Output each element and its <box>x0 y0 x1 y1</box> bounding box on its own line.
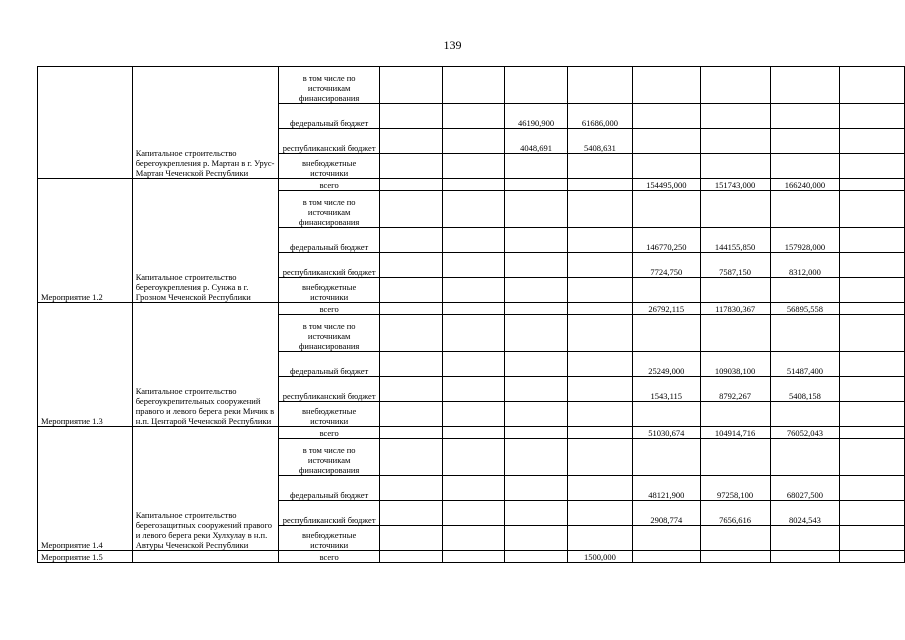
value-cell <box>632 278 700 303</box>
funding-source-cell: внебюджетные источники <box>279 526 380 551</box>
value-cell <box>380 315 443 352</box>
value-cell: 4048,691 <box>505 129 568 154</box>
value-cell <box>770 551 840 563</box>
value-cell: 5408,631 <box>568 129 633 154</box>
table-row <box>38 303 905 315</box>
value-cell <box>505 439 568 476</box>
value-cell: 151743,000 <box>700 179 770 191</box>
value-cell <box>380 253 443 278</box>
value-cell <box>380 377 443 402</box>
budget-table <box>37 66 905 563</box>
value-cell <box>840 315 905 352</box>
value-cell <box>505 253 568 278</box>
value-cell <box>380 439 443 476</box>
value-cell <box>632 129 700 154</box>
value-cell <box>442 67 505 104</box>
funding-source-cell: федеральный бюджет <box>279 476 380 501</box>
value-cell <box>770 191 840 228</box>
value-cell <box>770 278 840 303</box>
value-cell <box>442 315 505 352</box>
value-cell <box>380 129 443 154</box>
value-cell <box>505 427 568 439</box>
table-row <box>38 179 905 191</box>
value-cell <box>442 129 505 154</box>
value-cell <box>442 154 505 179</box>
object-cell: Капитальное строительство берегоукрепительных сооружений правого и левого берега реки Мичик в н.п. Центарой Чеченской Республики <box>132 303 279 427</box>
value-cell <box>840 402 905 427</box>
value-cell <box>632 402 700 427</box>
value-cell <box>568 228 633 253</box>
value-cell <box>840 303 905 315</box>
value-cell <box>840 67 905 104</box>
measure-cell: Мероприятие 1.2 <box>38 179 133 303</box>
value-cell <box>442 476 505 501</box>
value-cell <box>770 154 840 179</box>
value-cell: 76052,043 <box>770 427 840 439</box>
value-cell: 25249,000 <box>632 352 700 377</box>
value-cell: 8024,543 <box>770 501 840 526</box>
value-cell <box>380 179 443 191</box>
value-cell <box>442 402 505 427</box>
value-cell: 1500,000 <box>568 551 633 563</box>
value-cell: 154495,000 <box>632 179 700 191</box>
value-cell <box>505 501 568 526</box>
value-cell <box>770 402 840 427</box>
value-cell: 5408,158 <box>770 377 840 402</box>
value-cell <box>840 352 905 377</box>
value-cell: 117830,367 <box>700 303 770 315</box>
value-cell <box>505 352 568 377</box>
value-cell <box>380 476 443 501</box>
value-cell <box>442 526 505 551</box>
value-cell: 2908,774 <box>632 501 700 526</box>
value-cell <box>568 352 633 377</box>
object-cell <box>132 551 279 563</box>
value-cell <box>380 104 443 129</box>
value-cell <box>505 67 568 104</box>
value-cell <box>770 67 840 104</box>
value-cell <box>568 315 633 352</box>
value-cell <box>380 402 443 427</box>
value-cell: 46190,900 <box>505 104 568 129</box>
value-cell <box>700 278 770 303</box>
value-cell <box>568 191 633 228</box>
funding-source-cell: внебюджетные источники <box>279 154 380 179</box>
value-cell <box>632 191 700 228</box>
value-cell <box>505 154 568 179</box>
measure-cell: Мероприятие 1.5 <box>38 551 133 563</box>
value-cell <box>700 129 770 154</box>
value-cell <box>505 551 568 563</box>
funding-source-cell: федеральный бюджет <box>279 104 380 129</box>
value-cell <box>442 352 505 377</box>
value-cell: 7587,150 <box>700 253 770 278</box>
value-cell <box>568 402 633 427</box>
value-cell <box>632 67 700 104</box>
value-cell <box>442 228 505 253</box>
value-cell <box>700 67 770 104</box>
value-cell <box>505 179 568 191</box>
value-cell <box>568 526 633 551</box>
value-cell <box>442 501 505 526</box>
value-cell <box>770 526 840 551</box>
value-cell <box>568 439 633 476</box>
value-cell <box>380 228 443 253</box>
value-cell <box>442 551 505 563</box>
value-cell: 7724,750 <box>632 253 700 278</box>
funding-source-cell: федеральный бюджет <box>279 352 380 377</box>
value-cell <box>840 179 905 191</box>
funding-source-cell: республиканский бюджет <box>279 501 380 526</box>
value-cell: 109038,100 <box>700 352 770 377</box>
value-cell: 97258,100 <box>700 476 770 501</box>
object-cell: Капитальное строительство берегозащитных сооружений правого и левого берега реки Хулхулау в н.п. Автуры Чеченской Республики <box>132 427 279 551</box>
value-cell <box>568 501 633 526</box>
value-cell <box>770 104 840 129</box>
value-cell: 61686,000 <box>568 104 633 129</box>
value-cell: 51030,674 <box>632 427 700 439</box>
table-body <box>38 67 905 563</box>
value-cell <box>840 551 905 563</box>
value-cell <box>568 278 633 303</box>
value-cell <box>632 551 700 563</box>
value-cell <box>505 377 568 402</box>
measure-cell: Мероприятие 1.4 <box>38 427 133 551</box>
value-cell: 157928,000 <box>770 228 840 253</box>
value-cell <box>505 526 568 551</box>
value-cell: 8792,267 <box>700 377 770 402</box>
value-cell <box>442 253 505 278</box>
value-cell <box>700 551 770 563</box>
value-cell <box>840 154 905 179</box>
value-cell <box>840 191 905 228</box>
value-cell: 26792,115 <box>632 303 700 315</box>
table-row <box>38 427 905 439</box>
value-cell <box>568 377 633 402</box>
value-cell <box>632 154 700 179</box>
value-cell: 51487,400 <box>770 352 840 377</box>
value-cell <box>505 191 568 228</box>
value-cell <box>840 253 905 278</box>
value-cell <box>770 129 840 154</box>
funding-source-cell: всего <box>279 179 380 191</box>
value-cell <box>505 476 568 501</box>
page-number: 139 <box>443 38 462 52</box>
value-cell: 144155,850 <box>700 228 770 253</box>
value-cell: 68027,500 <box>770 476 840 501</box>
table-row <box>38 551 905 563</box>
funding-source-cell: в том числе по источникам финансирования <box>279 67 380 104</box>
value-cell <box>442 303 505 315</box>
value-cell <box>568 427 633 439</box>
funding-source-cell: федеральный бюджет <box>279 228 380 253</box>
funding-source-cell: республиканский бюджет <box>279 253 380 278</box>
value-cell <box>840 427 905 439</box>
value-cell <box>840 377 905 402</box>
funding-source-cell: всего <box>279 427 380 439</box>
value-cell <box>840 439 905 476</box>
value-cell <box>380 191 443 228</box>
value-cell <box>840 104 905 129</box>
value-cell <box>442 191 505 228</box>
value-cell <box>505 402 568 427</box>
value-cell <box>840 278 905 303</box>
value-cell: 104914,716 <box>700 427 770 439</box>
value-cell <box>568 476 633 501</box>
value-cell <box>380 67 443 104</box>
value-cell <box>442 278 505 303</box>
value-cell <box>380 501 443 526</box>
funding-source-cell: в том числе по источникам финансирования <box>279 191 380 228</box>
value-cell <box>770 315 840 352</box>
value-cell <box>632 526 700 551</box>
value-cell: 56895,558 <box>770 303 840 315</box>
object-cell: Капитальное строительство берегоукрепления р. Мартан в г. Урус-Мартан Чеченской Республики <box>132 67 279 179</box>
value-cell <box>505 278 568 303</box>
value-cell <box>568 179 633 191</box>
value-cell <box>700 191 770 228</box>
value-cell <box>840 476 905 501</box>
value-cell <box>840 501 905 526</box>
value-cell <box>632 439 700 476</box>
value-cell <box>568 253 633 278</box>
value-cell <box>632 315 700 352</box>
value-cell <box>442 179 505 191</box>
value-cell <box>380 154 443 179</box>
value-cell <box>700 104 770 129</box>
value-cell <box>840 228 905 253</box>
value-cell: 8312,000 <box>770 253 840 278</box>
value-cell <box>505 303 568 315</box>
value-cell <box>840 526 905 551</box>
value-cell <box>840 129 905 154</box>
measure-cell: Мероприятие 1.3 <box>38 303 133 427</box>
table-row <box>38 67 905 104</box>
value-cell <box>380 352 443 377</box>
funding-source-cell: республиканский бюджет <box>279 129 380 154</box>
measure-cell <box>38 67 133 179</box>
value-cell <box>700 526 770 551</box>
value-cell <box>380 551 443 563</box>
value-cell <box>700 439 770 476</box>
funding-source-cell: всего <box>279 303 380 315</box>
funding-source-cell: внебюджетные источники <box>279 278 380 303</box>
value-cell <box>442 377 505 402</box>
value-cell <box>380 526 443 551</box>
value-cell <box>568 303 633 315</box>
value-cell <box>380 427 443 439</box>
funding-source-cell: в том числе по источникам финансирования <box>279 439 380 476</box>
value-cell <box>700 154 770 179</box>
object-cell: Капитальное строительство берегоукрепления р. Сунжа в г. Грозном Чеченской Республики <box>132 179 279 303</box>
funding-source-cell: республиканский бюджет <box>279 377 380 402</box>
value-cell <box>700 402 770 427</box>
value-cell <box>442 439 505 476</box>
value-cell <box>632 104 700 129</box>
value-cell <box>442 104 505 129</box>
value-cell <box>770 439 840 476</box>
value-cell <box>442 427 505 439</box>
value-cell <box>700 315 770 352</box>
value-cell: 48121,900 <box>632 476 700 501</box>
funding-source-cell: всего <box>279 551 380 563</box>
value-cell: 146770,250 <box>632 228 700 253</box>
value-cell <box>505 315 568 352</box>
value-cell <box>568 67 633 104</box>
value-cell: 7656,616 <box>700 501 770 526</box>
value-cell <box>505 228 568 253</box>
value-cell: 1543,115 <box>632 377 700 402</box>
value-cell <box>380 278 443 303</box>
value-cell: 166240,000 <box>770 179 840 191</box>
funding-source-cell: внебюджетные источники <box>279 402 380 427</box>
value-cell <box>380 303 443 315</box>
funding-source-cell: в том числе по источникам финансирования <box>279 315 380 352</box>
value-cell <box>568 154 633 179</box>
